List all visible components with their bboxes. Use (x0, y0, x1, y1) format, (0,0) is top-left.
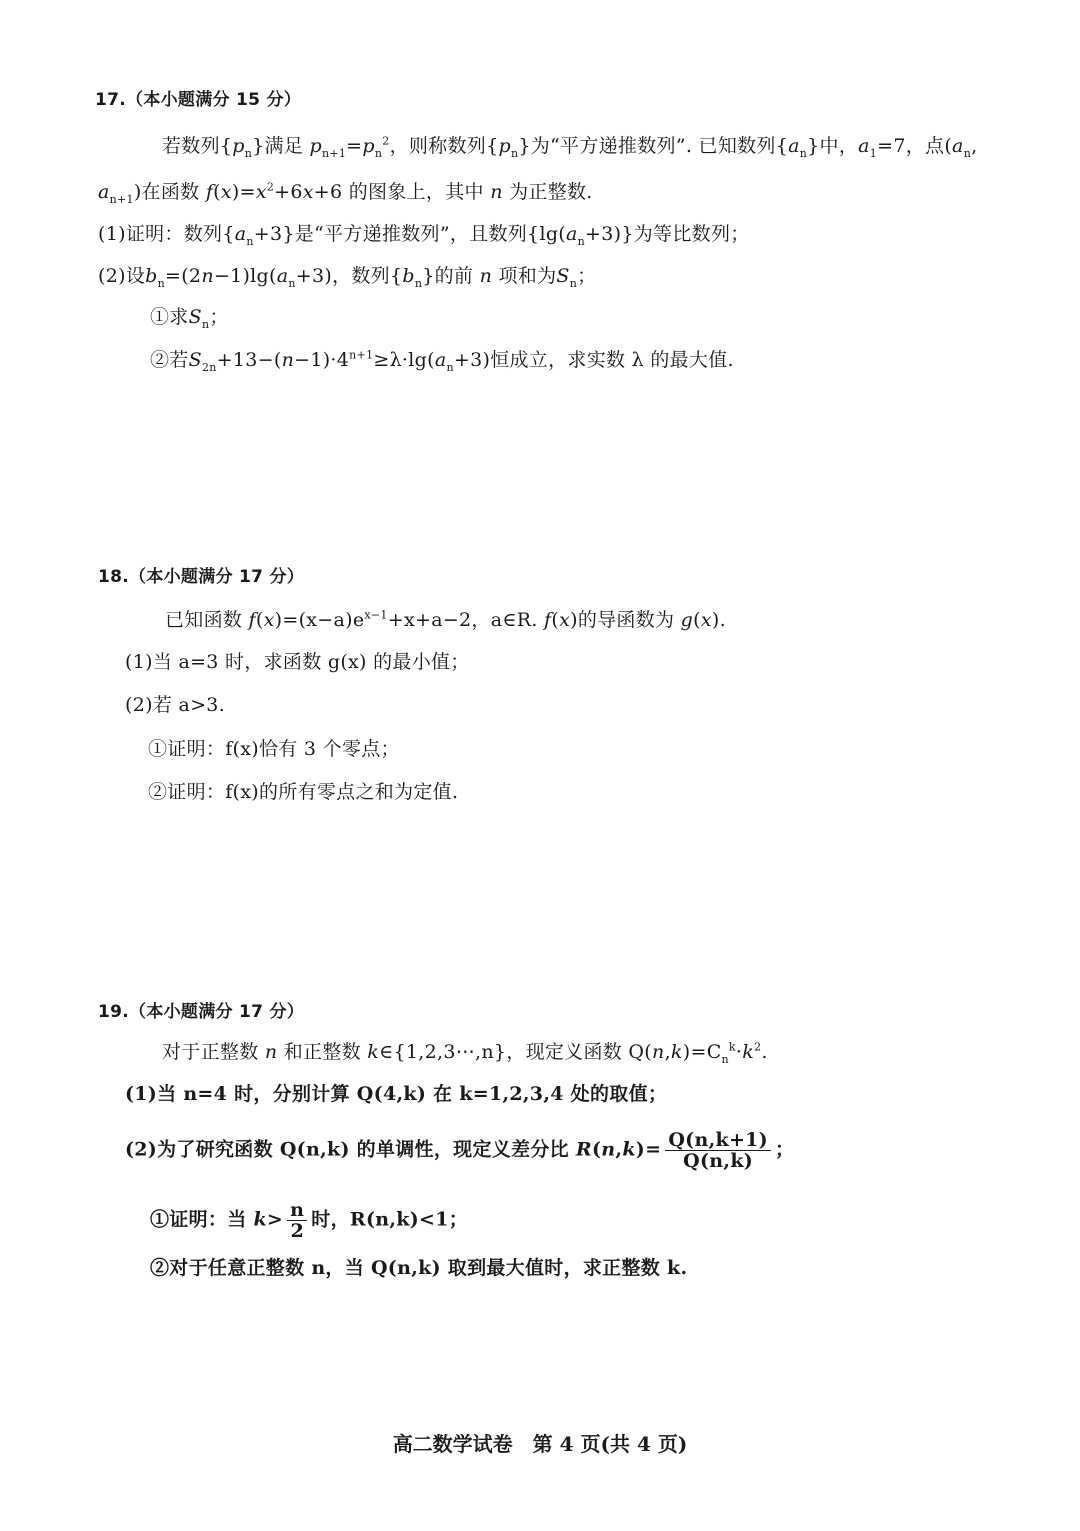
q19-half-fraction: $\frac{n}{2}$ (287, 1200, 307, 1241)
q17-part1: (1)证明：数列$\{a_n+3\}$是“平方递推数列”，且数列$\{\lg(a_n+3)\}$为等比数列； (98, 223, 750, 248)
q19-stem: 对于正整数 n 和正整数 k∈{1,2,3⋯,n}，现定义函数 $Q(n,k)=C_n^k\cdot k^2$. (162, 1040, 768, 1066)
q19-part2: (2)为了研究函数 Q(n,k) 的单调性，现定义差分比 R(n,k)= $\frac{Q(n,k+1)}{Q(n,k)}$ ； (125, 1129, 795, 1172)
q18-part1: (1)当 a=3 时，求函数 g(x) 的最小值； (125, 651, 470, 673)
q18-part2: (2)若 a>3. (125, 694, 226, 716)
q18-sub2: ②证明：f(x)的所有零点之和为定值. (148, 781, 459, 803)
q17-heading: 17.（本小题满分 15 分） (95, 90, 302, 110)
q17-sub2: ②若$S_{2n}+13-(n-1)\cdot 4^{n+1}\ge\lambda\cdot\lg(a_n+3)$恒成立，求实数 λ 的最大值. (150, 348, 734, 374)
q19-sub2: ②对于任意正整数 n，当 Q(n,k) 取到最大值时，求正整数 k. (150, 1257, 688, 1279)
q19-heading: 19.（本小题满分 17 分） (98, 1002, 305, 1022)
q17-stem-line1: 若数列$\{p_n\}$满足 $p_{n+1}=p_n^2$，则称数列$\{p_n\}$为“平方递推数列”. 已知数列$\{a_n\}$中，$a_1=7$，点($a_n$, (162, 134, 978, 160)
q19-part1: (1)当 n=4 时，分别计算 Q(4,k) 在 k=1,2,3,4 处的取值； (125, 1083, 668, 1105)
q17-part2: (2)设$b_n=(2n-1)\lg(a_n+3)$，数列$\{b_n\}$的前 n 项和为$S_n$； (98, 265, 597, 290)
q18-heading: 18.（本小题满分 17 分） (98, 567, 305, 587)
q18-stem: 已知函数 $f(x)=(x-a)e^{x-1}+x+a-2$，a∈R. f(x)的导函数为 g(x). (165, 608, 726, 631)
q19-fraction: $\frac{Q(n,k+1)}{Q(n,k)}$ (665, 1130, 771, 1171)
q18-sub1: ①证明：f(x)恰有 3 个零点； (148, 738, 400, 760)
q19-sub1: ①证明：当 k> $\frac{n}{2}$ 时，R(n,k)<1； (150, 1199, 469, 1242)
q17-sub1: ①求$S_n$； (150, 306, 229, 331)
page-footer: 高二数学试卷 第 4 页(共 4 页) (392, 1432, 688, 1456)
q17-stem-line2: $a_{n+1}$)在函数 $f(x)=x^2+6x+6$ 的图象上，其中 n 为正整数. (98, 180, 593, 206)
